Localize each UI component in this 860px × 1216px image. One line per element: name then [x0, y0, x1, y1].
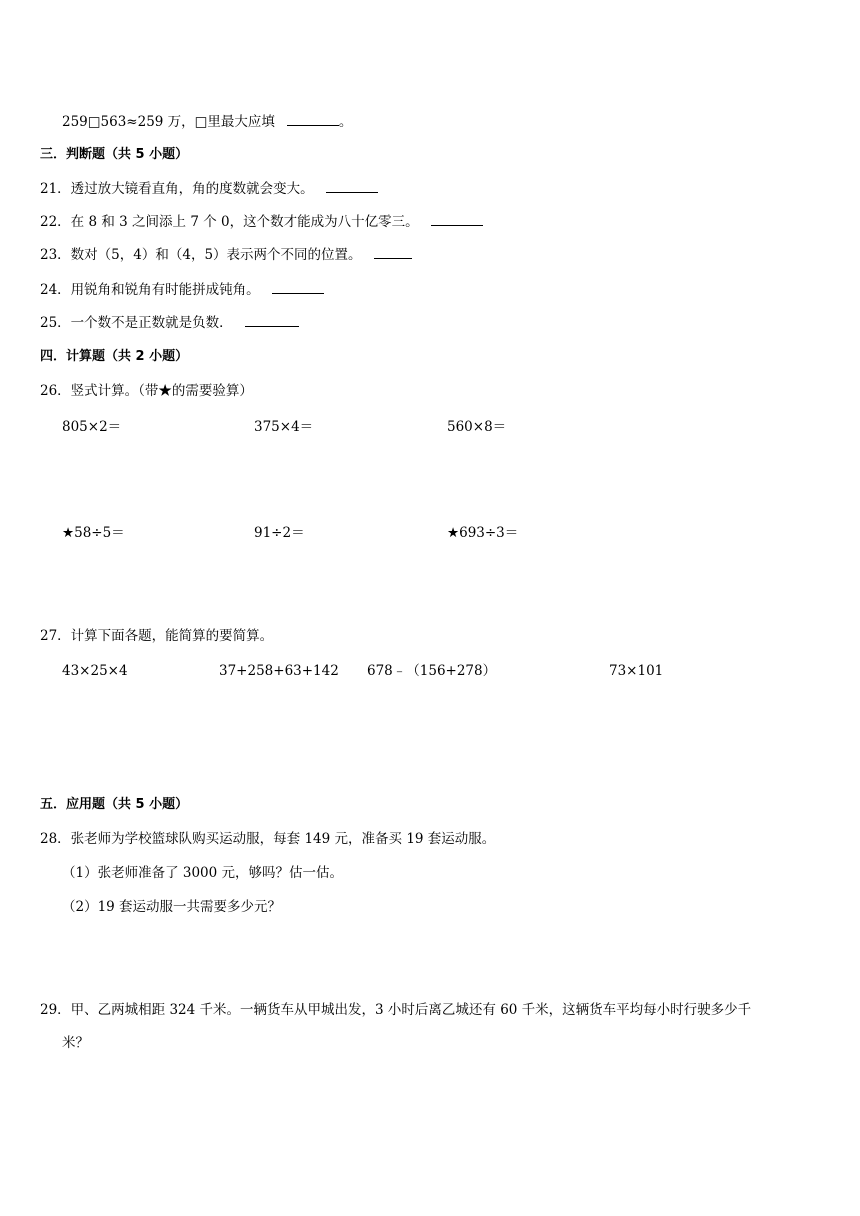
- question-22-text: 22．在 8 和 3 之间添上 7 个 0，这个数才能成为八十亿零三。: [40, 214, 419, 230]
- question-20-end: 。: [338, 114, 353, 130]
- judge-question-21: [40, 180, 378, 198]
- judge-question-25: [40, 314, 299, 332]
- question-20-text: 259□563≈259 万，□里最大应填: [62, 114, 275, 130]
- calc-37-258-63-142: 37+258+63+142: [219, 663, 339, 679]
- answer-blank[interactable]: [245, 314, 299, 327]
- section-5-title: 五．应用题（共 5 小题）: [40, 797, 189, 812]
- question-25-text: 25．一个数不是正数就是负数．: [40, 315, 233, 331]
- question-29-line-2: 米？: [62, 1035, 89, 1051]
- question-28-sub-1: （1）张老师准备了 3000 元，够吗？估一估。: [62, 865, 344, 881]
- answer-blank[interactable]: [272, 281, 324, 294]
- question-28-stem: 28．张老师为学校篮球队购买运动服，每套 149 元，准备买 19 套运动服。: [40, 831, 496, 847]
- judge-question-22: [40, 213, 483, 231]
- answer-blank[interactable]: [431, 213, 483, 226]
- calc-375x4: 375×4＝: [254, 419, 314, 435]
- question-28-sub-2: （2）19 套运动服一共需要多少元？: [62, 899, 282, 915]
- question-24-text: 24．用锐角和锐角有时能拼成钝角。: [40, 282, 260, 298]
- calc-560x8: 560×8＝: [447, 419, 507, 435]
- question-29-line-1: 29．甲、乙两城相距 324 千米。一辆货车从甲城出发，3 小时后离乙城还有 60 千米，这辆货车平均每小时行驶多少千: [40, 1002, 752, 1018]
- judge-question-23: [40, 246, 412, 264]
- question-20-tail: [62, 113, 352, 131]
- section-4-title: 四．计算题（共 2 小题）: [40, 349, 189, 364]
- calc-693div3: ★693÷3＝: [447, 525, 519, 541]
- question-27-stem: 27．计算下面各题，能简算的要简算。: [40, 628, 274, 644]
- calc-73x101: 73×101: [609, 663, 664, 679]
- question-21-text: 21．透过放大镜看直角，角的度数就会变大。: [40, 181, 314, 197]
- calc-678-156-278: 678﹣（156+278）: [367, 663, 497, 679]
- calc-805x2: 805×2＝: [62, 419, 122, 435]
- calc-58div5: ★58÷5＝: [62, 525, 125, 541]
- question-26-stem: 26．竖式计算。（带★的需要验算）: [40, 383, 253, 399]
- answer-blank[interactable]: [287, 113, 339, 126]
- calc-91div2: 91÷2＝: [254, 525, 305, 541]
- question-23-text: 23．数对（5，4）和（4，5）表示两个不同的位置。: [40, 247, 362, 263]
- section-3-title: 三．判断题（共 5 小题）: [40, 147, 189, 162]
- judge-question-24: [40, 281, 324, 299]
- calc-43x25x4: 43×25×4: [62, 663, 128, 679]
- answer-blank[interactable]: [374, 246, 412, 259]
- answer-blank[interactable]: [326, 180, 378, 193]
